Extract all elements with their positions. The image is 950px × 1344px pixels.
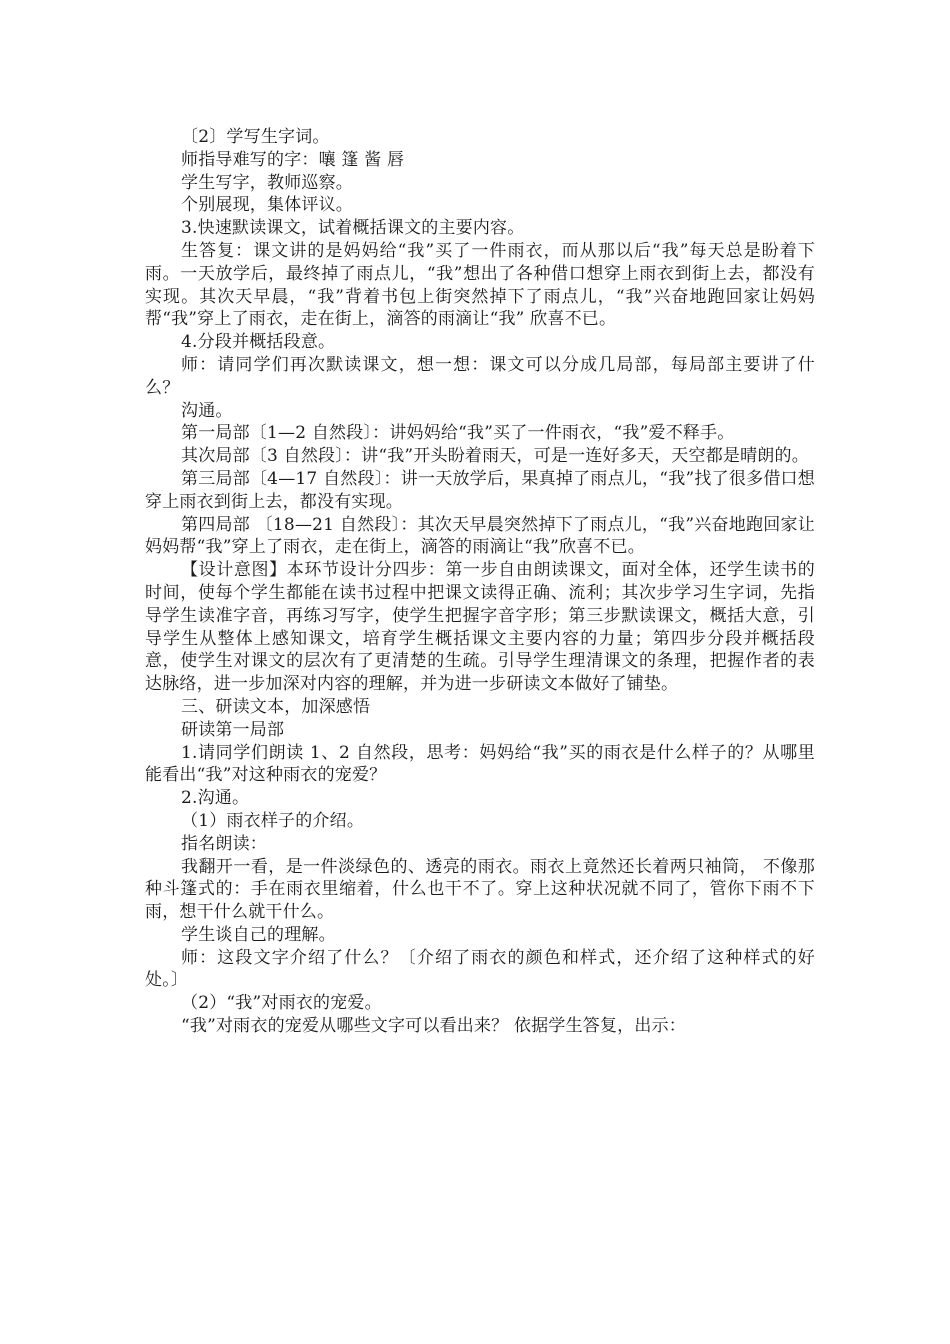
paragraph-part-2: 其次局部〔3 自然段〕：讲“我”开头盼着雨天，可是一连好多天，天空都是晴朗的。: [181, 446, 809, 467]
paragraph-student-answer: 生答复：课文讲的是妈妈给“我”买了一件雨衣，而从那以后“我”每天总是盼着下雨。一天放学后，最终掉了雨点儿，“我”想出了各种借口想穿上雨衣到街上去，都没有实现。其次天早晨，“我”背着书包上街突然掉下了雨点儿，“我”兴奋地跑回家让妈妈帮“我”穿上了雨衣，走在街上，滴答的雨滴让“我” 欣喜不已。: [145, 240, 815, 330]
paragraph-read-aloud: 指名朗读：: [181, 833, 267, 854]
paragraph-show-evaluate: 个别展现，集体评议。: [181, 195, 353, 216]
subheading-part-1: 研读第一局部: [181, 719, 285, 740]
paragraph-communicate: 沟通。: [181, 400, 233, 421]
paragraph-part-4: 第四局部 〔18—21 自然段〕：其次天早晨突然掉下了雨点儿，“我”兴奋地跑回家让妈妈帮“我”穿上了雨衣，走在街上，滴答的雨滴让“我”欣喜不已。: [145, 514, 815, 558]
paragraph-part-1: 第一局部〔1—2 自然段〕：讲妈妈给“我”买了一件雨衣，“我”爱不释手。: [181, 423, 735, 444]
paragraph-final-question: “我”对雨衣的宠爱从哪些文字可以看出来？ 依据学生答复，出示：: [181, 1016, 686, 1037]
paragraph-communicate-2: 2.沟通。: [181, 788, 250, 809]
section-heading-3: 三、研读文本，加深感悟: [181, 696, 371, 717]
paragraph-teacher-question: 师：这段文字介绍了什么？〔介绍了雨衣的颜色和样式，还介绍了这种样式的好处。〕: [145, 947, 815, 991]
paragraph-students-discuss: 学生谈自己的理解。: [181, 924, 336, 945]
paragraph-teacher-prompt: 师：请同学们再次默读课文，想一想：课文可以分成几局部，每局部主要讲了什么？: [145, 354, 815, 398]
paragraph-quote-raincoat: 我翻开一看，是一件淡绿色的、透亮的雨衣。雨衣上竟然还长着两只袖筒， 不像那种斗篷式的：手在雨衣里缩着，什么也干不了。穿上这种状况就不同了，管你下雨不下雨，想干什么就干什么。: [145, 856, 815, 923]
document-body: [145, 126, 815, 1038]
paragraph-question-1: 1.请同学们朗读 1、2 自然段，思考：妈妈给“我”买的雨衣是什么样子的？从哪里能看出“我”对这种雨衣的宠爱？: [145, 742, 815, 786]
paragraph-part-3: 第三局部〔4—17 自然段〕：讲一天放学后，果真掉了雨点儿，“我”找了很多借口想穿上雨衣到街上去，都没有实现。: [145, 468, 815, 512]
paragraph-design-intent: 【设计意图】本环节设计分四步：第一步自由朗读课文，面对全体，还学生读书的时间，使每个学生都能在读书过程中把课文读得正确、流利；其次步学习生字词，先指导学生读准字音，再练习写字，使学生把握字音字形；第三步默读课文，概括大意，引导学生从整体上感知课文，培育学生概括课文主要内容的力量；第四步分段并概括段意，使学生对课文的层次有了更清楚的生疏。引导学生理清课文的条理，把握作者的表达脉络，进一步加深对内容的理解，并为进一步研读文本做好了铺垫。: [145, 560, 815, 695]
paragraph-step-3: 3.快速默读课文，试着概括课文的主要内容。: [181, 218, 525, 239]
paragraph-learn-write: 〔2〕学写生字词。: [181, 127, 330, 147]
paragraph-step-4: 4.分段并概括段意。: [181, 332, 336, 353]
paragraph-difficult-chars: 师指导难写的字：嚷 篷 酱 唇: [181, 149, 405, 170]
paragraph-love-raincoat: （2）“我”对雨衣的宠爱。: [181, 993, 382, 1014]
paragraph-students-write: 学生写字，教师巡察。: [181, 172, 353, 193]
paragraph-raincoat-intro: （1）雨衣样子的介绍。: [181, 810, 365, 831]
